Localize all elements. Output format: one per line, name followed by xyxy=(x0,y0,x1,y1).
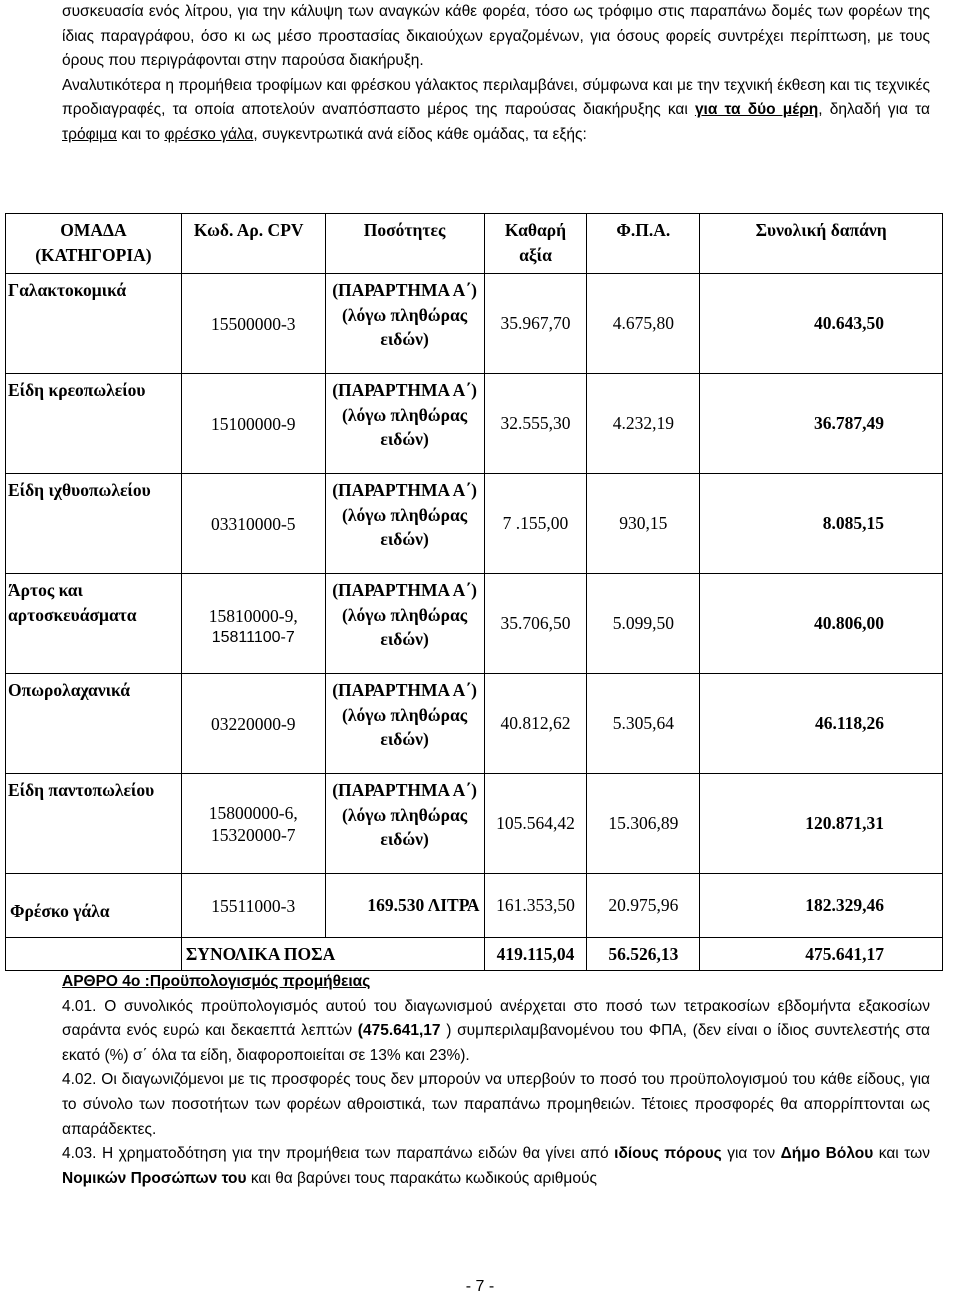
p401-text: 4.01. Ο συνολικός προϋπολογισμός αυτού του διαγωνισμού ανέρχεται στο ποσό των τετρακοσίων εβδομήντα εξακοσίων σαράντα ενός ευρώ και δεκαεπτά λεπτών xyxy=(62,997,930,1040)
sum-empty-cell xyxy=(6,938,182,971)
cpv-cell xyxy=(181,774,325,874)
sum-label: ΣΥΝΟΛΙΚΑ ΠΟΣΑ xyxy=(181,938,484,971)
group-cell: Άρτος και αρτοσκευάσματα xyxy=(6,574,182,674)
qty-cell: (ΠΑΡΑΡΤΗΜΑ Α΄) (λόγω πληθώρας ειδών) xyxy=(325,774,484,874)
qty-cell: (ΠΑΡΑΡΤΗΜΑ Α΄) (λόγω πληθώρας ειδών) xyxy=(325,274,484,374)
qty-cell: (ΠΑΡΑΡΤΗΜΑ Α΄) (λόγω πληθώρας ειδών) xyxy=(325,674,484,774)
intro-p2-text-c: , δηλαδή για τα xyxy=(818,101,930,119)
cpv-cell: 03310000-5 xyxy=(181,474,325,574)
intro-p2-text-e: και το xyxy=(116,125,165,143)
net-cell: 7 .155,00 xyxy=(484,474,587,574)
header-vat: Φ.Π.Α. xyxy=(587,214,700,274)
table-row-sum xyxy=(6,938,943,971)
table-row xyxy=(6,674,943,774)
cpv-code-2: 15320000-7 xyxy=(210,824,296,845)
total-cell: 46.118,26 xyxy=(700,674,943,774)
budget-table xyxy=(5,213,943,971)
page-number: - 7 - xyxy=(465,1278,495,1295)
sum-vat: 56.526,13 xyxy=(587,938,700,971)
cpv-code-1: 15800000-6, xyxy=(208,802,298,823)
qty-cell: (ΠΑΡΑΡΤΗΜΑ Α΄) (λόγω πληθώρας ειδών) xyxy=(325,474,484,574)
sum-total: 475.641,17 xyxy=(700,938,943,971)
qty-cell: 169.530 ΛΙΤΡΑ xyxy=(325,874,484,938)
header-group: ΟΜΑΔΑ (ΚΑΤΗΓΟΡΙΑ) xyxy=(6,214,182,274)
intro-paragraph-2 xyxy=(62,74,930,148)
intro-p2-emphasis: για τα δύο μέρη xyxy=(694,101,819,119)
table-row-milk xyxy=(6,874,943,938)
net-cell: 161.353,50 xyxy=(484,874,587,938)
net-cell: 35.967,70 xyxy=(484,274,587,374)
net-cell: 32.555,30 xyxy=(484,374,587,474)
vat-cell: 5.099,50 xyxy=(587,574,700,674)
vat-cell: 4.675,80 xyxy=(587,274,700,374)
qty-cell: (ΠΑΡΑΡΤΗΜΑ Α΄) (λόγω πληθώρας ειδών) xyxy=(325,374,484,474)
table-row xyxy=(6,574,943,674)
intro-p2-text: Αναλυτικότερα η προμήθεια τροφίμων και φρέσκου γάλακτος περιλαμβάνει, σύμφωνα και με την τεχνική έκθεση και τις τεχνικές προδιαγραφές, τα οποία αποτελούν αναπόσπαστο μέρος της παρούσας διακήρυξης και xyxy=(62,76,930,119)
p401-text-c: ) συμπεριλαμβανομένου του ΦΠΑ, (δεν είναι ο ίδιος συντελεστής στα εκατό (%) σ΄ όλα τα είδη, διαφοροποιείται σε 13% και 23%). xyxy=(62,1022,930,1064)
sum-net: 419.115,04 xyxy=(484,938,587,971)
p403-legal-entities: Νομικών Προσώπων του xyxy=(62,1169,247,1187)
cpv-cell: 15511000-3 xyxy=(181,874,325,938)
article-title: ΑΡΘΡΟ 4ο :Προϋπολογισμός προμήθειας xyxy=(62,973,371,990)
total-cell: 40.806,00 xyxy=(700,574,943,674)
p403-own-resources: ιδίους πόρους xyxy=(614,1145,722,1163)
table-row xyxy=(6,774,943,874)
paragraph-4-01 xyxy=(62,995,930,1069)
cpv-cell xyxy=(181,574,325,674)
group-cell: Φρέσκο γάλα xyxy=(6,874,182,938)
qty-cell: (ΠΑΡΑΡΤΗΜΑ Α΄) (λόγω πληθώρας ειδών) xyxy=(325,574,484,674)
intro-paragraph-1 xyxy=(62,0,930,74)
header-net: Καθαρή αξία xyxy=(484,214,587,274)
intro-p2-foods: τρόφιμα xyxy=(62,125,117,143)
vat-cell: 5.305,64 xyxy=(587,674,700,774)
paragraph-4-03 xyxy=(62,1142,930,1191)
cpv-code-2: 15811100-7 xyxy=(211,628,295,646)
table-header-row xyxy=(6,214,943,274)
net-cell: 35.706,50 xyxy=(484,574,587,674)
intro-p2-text-g: , συγκεντρωτικά ανά είδος κάθε ομάδας, τα εξής: xyxy=(253,125,587,143)
article-section xyxy=(62,970,930,1191)
group-cell: Είδη κρεοπωλείου xyxy=(6,374,182,474)
intro-p2-milk: φρέσκο γάλα xyxy=(164,125,254,143)
group-cell: Γαλακτοκομικά xyxy=(6,274,182,374)
p403-text-e: και των xyxy=(873,1145,931,1163)
cpv-code-1: 15810000-9, xyxy=(208,605,298,626)
total-cell: 36.787,49 xyxy=(700,374,943,474)
vat-cell: 20.975,96 xyxy=(587,874,700,938)
header-total: Συνολική δαπάνη xyxy=(700,214,943,274)
header-cpv: Κωδ. Αρ. CPV xyxy=(181,214,325,274)
total-cell: 40.643,50 xyxy=(700,274,943,374)
intro-p1-text: συσκευασία ενός λίτρου, για την κάλυψη των αναγκών κάθε φορέα, τόσο ως τρόφιμο στις παραπάνω δομές των φορέων της ίδιας παραγράφου, όσο κι ως μέσο προστασίας δικαιούχων εργαζομένων, για όσους φορείς συντρέχει περίπτωση, με τους όρους που περιγράφονται στην παρούσα διακήρυξη. xyxy=(62,3,930,70)
group-cell: Οπωρολαχανικά xyxy=(6,674,182,774)
table-row xyxy=(6,374,943,474)
vat-cell: 930,15 xyxy=(587,474,700,574)
header-qty: Ποσότητες xyxy=(325,214,484,274)
p403-text-g: και θα βαρύνει τους παρακάτω κωδικούς αριθμούς xyxy=(246,1169,597,1187)
vat-cell: 15.306,89 xyxy=(587,774,700,874)
total-cell: 8.085,15 xyxy=(700,474,943,574)
total-cell: 182.329,46 xyxy=(700,874,943,938)
cpv-cell: 15500000-3 xyxy=(181,274,325,374)
total-cell: 120.871,31 xyxy=(700,774,943,874)
p403-text: 4.03. Η χρηματοδότηση για την προμήθεια των παραπάνω ειδών θα γίνει από xyxy=(62,1145,615,1163)
p402-text: 4.02. Οι διαγωνιζόμενοι με τις προσφορές τους δεν μπορούν να υπερβούν το ποσό του προϋπολογισμού του κάθε είδους, για το σύνολο των ποσοτήτων των φορέων αθροιστικά, των παραπάνω προμηθειών. Τέτοιες προσφορές θα απορρίπτονται ως απαράδεκτες. xyxy=(62,1071,930,1138)
intro-text xyxy=(62,0,930,148)
paragraph-4-02 xyxy=(62,1068,930,1142)
net-cell: 105.564,42 xyxy=(484,774,587,874)
p403-text-c: για τον xyxy=(721,1145,781,1163)
p403-municipality: Δήμο Βόλου xyxy=(780,1145,874,1163)
cpv-cell: 03220000-9 xyxy=(181,674,325,774)
table-row xyxy=(6,274,943,374)
group-cell: Είδη ιχθυοπωλείου xyxy=(6,474,182,574)
vat-cell: 4.232,19 xyxy=(587,374,700,474)
p401-amount: (475.641,17 xyxy=(357,1022,441,1040)
net-cell: 40.812,62 xyxy=(484,674,587,774)
cpv-cell: 15100000-9 xyxy=(181,374,325,474)
table-row xyxy=(6,474,943,574)
group-cell: Είδη παντοπωλείου xyxy=(6,774,182,874)
